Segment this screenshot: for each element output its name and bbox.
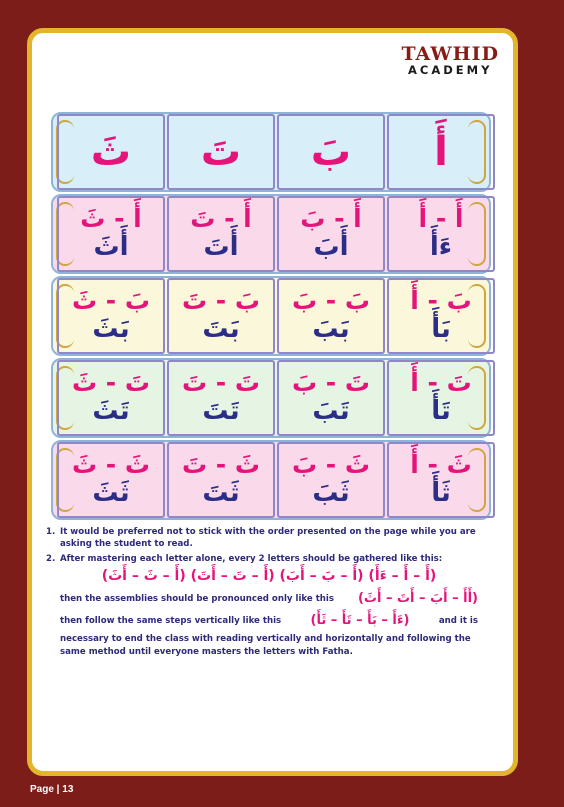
letter-cell xyxy=(57,442,165,518)
letter-cell xyxy=(57,196,165,272)
letter-cell xyxy=(387,278,495,354)
letter-pair: ثَ - ثَ xyxy=(71,449,151,479)
joined-word: تَبَ xyxy=(312,396,350,427)
joined-word: ثَأَ xyxy=(431,478,451,509)
vertical-text: then follow the same steps vertically like this xyxy=(60,615,282,626)
header-cell xyxy=(387,114,495,190)
letter-cell xyxy=(57,360,165,436)
page-number: Page | 13 xyxy=(30,784,74,795)
letter-cell xyxy=(277,442,385,518)
letter-cell xyxy=(277,196,385,272)
vertical-row xyxy=(60,612,478,631)
letter-row xyxy=(51,194,491,274)
letter-pair: أَ - تَ xyxy=(190,203,252,233)
letter-pair: بَ - أَ xyxy=(410,285,472,315)
logo-main-text: TAWHID xyxy=(401,43,499,65)
header-cell xyxy=(57,114,165,190)
letter-cell xyxy=(277,278,385,354)
letter-pair: تَ - ثَ xyxy=(71,367,151,397)
letter-pair: ثَ - أَ xyxy=(410,449,472,479)
letter-pair: أَ - بَ xyxy=(300,203,362,233)
letter-grid xyxy=(51,112,491,520)
closing-text: necessary to end the class with reading vertically and horizontally and following the same method until everyone masters the letters with Fatha. xyxy=(60,634,471,657)
letter-pair: أَ - ثَ xyxy=(80,203,142,233)
letter-cell xyxy=(167,442,275,518)
letter-cell xyxy=(167,360,275,436)
letter-cell xyxy=(387,442,495,518)
joined-word: أَتَ xyxy=(203,232,239,263)
letter-pair: تَ - بَ xyxy=(291,367,371,397)
joined-word: تَثَ xyxy=(92,396,130,427)
letter-pair: أَ - أَ xyxy=(418,203,464,233)
note-number: 1. xyxy=(46,527,56,537)
joined-word: بَتَ xyxy=(202,314,240,345)
letter-cell xyxy=(387,360,495,436)
letter-pair: بَ - ثَ xyxy=(71,285,151,315)
header-cell xyxy=(277,114,385,190)
joined-word: بَبَ xyxy=(312,314,350,345)
joined-word: تَأَ xyxy=(431,396,451,427)
letter-cell xyxy=(387,196,495,272)
joined-word: ثَثَ xyxy=(92,478,130,509)
note-text: It would be preferred not to stick with the order presented on the page while you are asking the student to read. xyxy=(60,527,476,550)
vertical-arabic: (ءَأَ – بَأَ – تَأَ – ثَأَ) xyxy=(310,612,410,628)
arabic-groups: (أَ – أَ – ءَأَ) (أَ – بَ – أَبَ) (أَ – تَ – أَتَ) (أَ – ثَ – أَثَ) xyxy=(101,568,437,585)
letter-pair: تَ - تَ xyxy=(181,367,261,397)
letter-pair: بَ - بَ xyxy=(291,285,371,315)
letter-cell xyxy=(167,278,275,354)
letter-row xyxy=(51,276,491,356)
joined-word: تَتَ xyxy=(202,396,240,427)
letter-pair: ثَ - تَ xyxy=(181,449,261,479)
letter-row xyxy=(51,358,491,438)
note-number: 2. xyxy=(46,553,56,564)
letter-cell xyxy=(277,360,385,436)
letter-row xyxy=(51,440,491,520)
letter-pair: تَ - أَ xyxy=(410,367,472,397)
note-2 xyxy=(46,553,478,658)
joined-word: ثَبَ xyxy=(312,478,350,509)
letter-cell xyxy=(57,278,165,354)
joined-word: ءَأَ xyxy=(429,232,453,263)
header-letter: تَ xyxy=(200,129,242,175)
joined-word: أَثَ xyxy=(93,232,129,263)
header-cell xyxy=(167,114,275,190)
joined-word: بَأَ xyxy=(431,314,451,345)
header-letter: بَ xyxy=(310,129,352,175)
vertical-tail: and it is xyxy=(438,615,478,626)
logo-sub-text: ACADEMY xyxy=(408,63,493,77)
letter-cell xyxy=(167,196,275,272)
letter-pair: ثَ - بَ xyxy=(291,449,371,479)
note-text: After mastering each letter alone, every 2 letters should be gathered like this: xyxy=(60,553,443,564)
joined-word: ثَتَ xyxy=(202,478,240,509)
assemblies-row xyxy=(60,590,478,609)
letter-pair: بَ - تَ xyxy=(181,285,261,315)
assemblies-arabic: (أَأَ – أَبَ – أَتَ – أَثَ) xyxy=(357,590,478,606)
teaching-notes xyxy=(46,526,478,660)
joined-word: أَبَ xyxy=(313,232,349,263)
header-row xyxy=(51,112,491,192)
header-letter: ثَ xyxy=(90,129,132,175)
header-letter: أَ xyxy=(434,129,448,175)
note-1 xyxy=(46,526,478,551)
joined-word: بَثَ xyxy=(92,314,130,345)
academy-logo xyxy=(401,43,499,77)
assemblies-text: then the assemblies should be pronounced only like this xyxy=(60,593,334,604)
